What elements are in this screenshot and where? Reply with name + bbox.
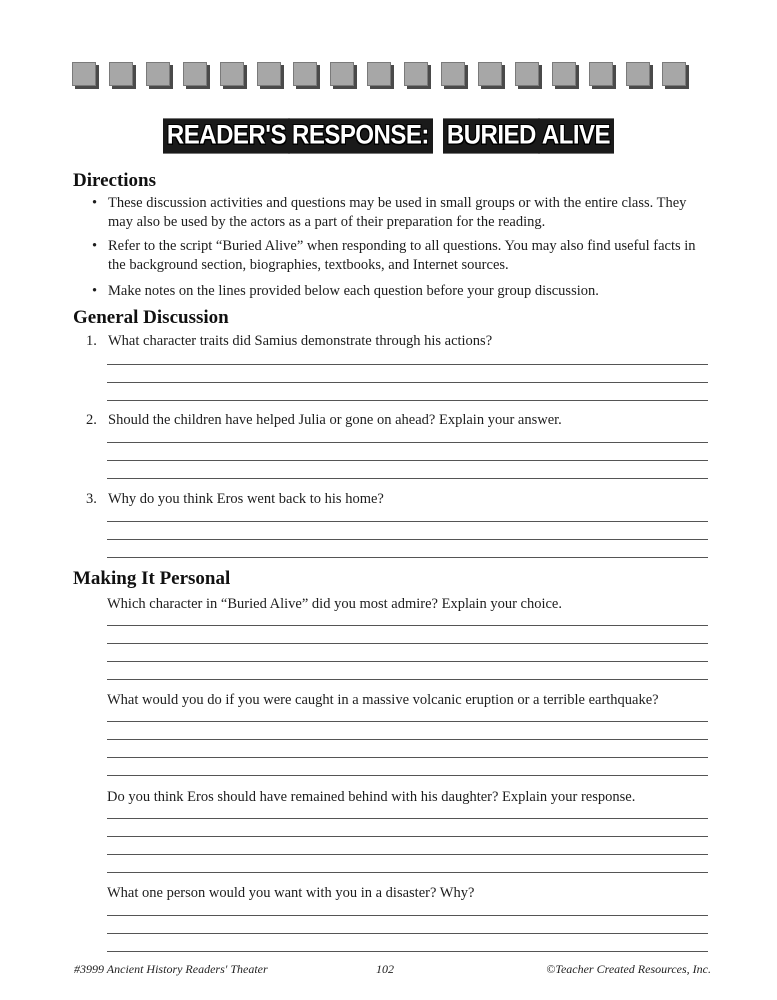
decorative-square [367, 62, 391, 86]
personal-prompt: What one person would you want with you in a disaster? Why? [107, 885, 475, 901]
title-word-buried: BURIED [443, 118, 540, 153]
directions-bullet-text: These discussion activities and questions may be used in small groups or with the entire class. They may also be used by the actors as a part of their preparation for the reading. [108, 195, 687, 230]
directions-bullet [92, 282, 712, 301]
answer-line[interactable] [107, 643, 708, 644]
footer-book-title: #3999 Ancient History Readers' Theater [74, 962, 268, 976]
answer-line[interactable] [107, 539, 708, 540]
decorative-square [478, 62, 502, 86]
answer-line[interactable] [107, 521, 708, 522]
answer-line[interactable] [107, 557, 708, 558]
decorative-square [257, 62, 281, 86]
personal-prompt: Which character in “Buried Alive” did you most admire? Explain your choice. [107, 596, 562, 612]
answer-line[interactable] [107, 400, 708, 401]
directions-bullet-text: Refer to the script “Buried Alive” when responding to all questions. You may also find useful facts in the background section, biographies, textbooks, and Internet sources. [108, 238, 696, 273]
decorative-square [183, 62, 207, 86]
title-word-alive: ALIVE [538, 118, 614, 153]
answer-line[interactable] [107, 679, 708, 680]
question-item [86, 411, 716, 430]
answer-line[interactable] [107, 460, 708, 461]
bullet-icon: • [92, 283, 98, 299]
answer-line[interactable] [107, 478, 708, 479]
title-word-readers: READER'S [163, 118, 290, 153]
answer-line[interactable] [107, 854, 708, 855]
personal-prompt: Do you think Eros should have remained behind with his daughter? Explain your response. [107, 789, 636, 805]
answer-line[interactable] [107, 382, 708, 383]
decorative-square [220, 62, 244, 86]
footer-page-number: 102 [376, 962, 394, 976]
decorative-square [293, 62, 317, 86]
answer-line[interactable] [107, 951, 708, 952]
answer-line[interactable] [107, 818, 708, 819]
directions-bullet-text: Make notes on the lines provided below each question before your group discussion. [108, 283, 599, 299]
decorative-square [404, 62, 428, 86]
decorative-square [515, 62, 539, 86]
answer-line[interactable] [107, 739, 708, 740]
title-word-response: RESPONSE: [288, 118, 433, 153]
answer-line[interactable] [107, 442, 708, 443]
question-text: Should the children have helped Julia or gone on ahead? Explain your answer. [108, 412, 562, 428]
general-discussion-heading: General Discussion [73, 307, 229, 328]
answer-line[interactable] [107, 915, 708, 916]
directions-bullet [92, 237, 712, 275]
decorative-square [146, 62, 170, 86]
directions-heading: Directions [73, 170, 157, 191]
question-text: What character traits did Samius demonstrate through his actions? [108, 333, 493, 349]
answer-line[interactable] [107, 721, 708, 722]
question-number: 3. [86, 491, 97, 507]
question-number: 2. [86, 412, 97, 428]
question-item [86, 332, 716, 351]
answer-line[interactable] [107, 933, 708, 934]
answer-line[interactable] [107, 775, 708, 776]
question-text: Why do you think Eros went back to his home? [108, 491, 384, 507]
decorative-square [330, 62, 354, 86]
personal-prompt: What would you do if you were caught in a massive volcanic eruption or a terrible earthquake? [107, 692, 659, 708]
footer-copyright: ©Teacher Created Resources, Inc. [546, 962, 711, 976]
answer-line[interactable] [107, 836, 708, 837]
answer-line[interactable] [107, 872, 708, 873]
question-item [86, 490, 716, 509]
decorative-square-strip [72, 62, 714, 90]
answer-line[interactable] [107, 757, 708, 758]
bullet-icon: • [92, 238, 98, 254]
decorative-square [626, 62, 650, 86]
bullet-icon: • [92, 195, 98, 211]
answer-line[interactable] [107, 364, 708, 365]
decorative-square [109, 62, 133, 86]
decorative-square [589, 62, 613, 86]
answer-line[interactable] [107, 661, 708, 662]
page-title [0, 120, 777, 152]
decorative-square [552, 62, 576, 86]
question-number: 1. [86, 333, 97, 349]
answer-line[interactable] [107, 625, 708, 626]
decorative-square [441, 62, 465, 86]
decorative-square [662, 62, 686, 86]
decorative-square [72, 62, 96, 86]
making-it-personal-heading: Making It Personal [73, 568, 231, 589]
directions-bullet [92, 194, 712, 232]
